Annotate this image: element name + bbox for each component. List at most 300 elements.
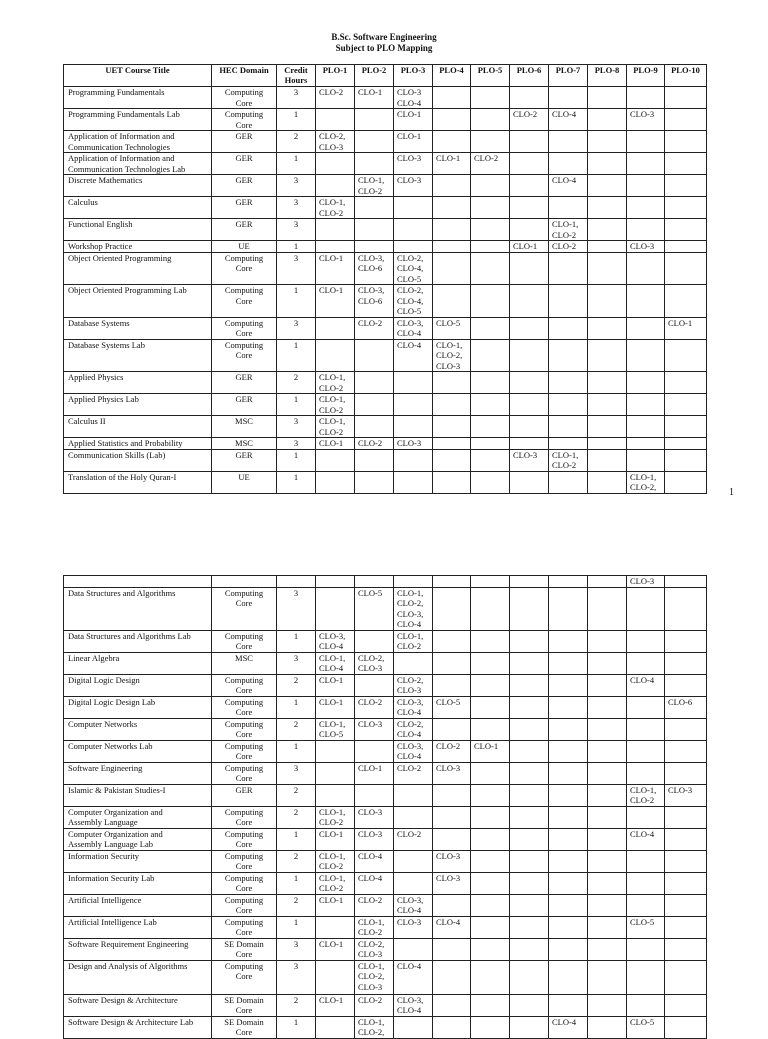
cell-hec-domain: Computing Core [212,718,277,740]
cell-plo-9 [627,175,665,197]
cell-plo-1: CLO-1, CLO-2 [316,197,355,219]
cell-course-title: Translation of the Holy Quran-I [64,471,212,493]
cell-credit-hours: 1 [277,471,316,493]
cell-plo-4 [433,1016,471,1038]
cell-plo-5 [471,828,510,850]
cell-plo-8 [588,339,627,372]
table-row [64,674,707,696]
cell-credit-hours: 2 [277,806,316,828]
cell-plo-8 [588,153,627,175]
cell-plo-9 [627,740,665,762]
cell-plo-10 [665,806,707,828]
cell-plo-7: CLO-4 [549,175,588,197]
cell-plo-3: CLO-3, CLO-4 [394,994,433,1016]
cell-plo-5 [471,630,510,652]
cell-plo-5 [471,471,510,493]
cell-plo-6 [510,894,549,916]
cell-course-title: Database Systems [64,317,212,339]
cell-credit-hours: 3 [277,587,316,630]
cell-plo-6 [510,828,549,850]
cell-plo-5 [471,850,510,872]
cell-plo-10: CLO-3 [665,784,707,806]
cell-plo-10 [665,197,707,219]
cell-plo-1 [316,339,355,372]
cell-plo-4 [433,241,471,253]
cell-plo-4 [433,630,471,652]
cell-course-title: Digital Logic Design [64,674,212,696]
cell-plo-5 [471,1016,510,1038]
table-row [64,219,707,241]
cell-plo-3 [394,850,433,872]
cell-plo-3: CLO-3 [394,916,433,938]
cell-plo-7 [549,960,588,994]
cell-course-title: Functional English [64,219,212,241]
cell-plo-6 [510,784,549,806]
table-row [64,372,707,394]
table-row [64,762,707,784]
cell-course-title: Object Oriented Programming Lab [64,285,212,318]
cell-plo-4 [433,674,471,696]
cell-plo-6 [510,153,549,175]
cell-plo-4: CLO-2 [433,740,471,762]
cell-credit-hours: 3 [277,960,316,994]
table-row [64,828,707,850]
cell-plo-8 [588,109,627,131]
table-row [64,416,707,438]
cell-plo-7 [549,994,588,1016]
table-row [64,197,707,219]
cell-plo-4: CLO-3 [433,850,471,872]
cell-course-title: Islamic & Pakistan Studies-I [64,784,212,806]
cell-plo-2: CLO-3 [355,828,394,850]
cell-plo-1 [316,109,355,131]
cell-hec-domain: Computing Core [212,87,277,109]
cell-hec-domain: Computing Core [212,339,277,372]
cell-plo-1: CLO-1, CLO-2 [316,850,355,872]
cell-course-title: Linear Algebra [64,652,212,674]
cell-credit-hours [277,576,316,588]
table-row [64,471,707,493]
cell-plo-7 [549,576,588,588]
cell-hec-domain: Computing Core [212,109,277,131]
cell-plo-1: CLO-1, CLO-2 [316,394,355,416]
cell-plo-6 [510,197,549,219]
cell-plo-6 [510,718,549,740]
cell-plo-8 [588,630,627,652]
cell-plo-1 [316,241,355,253]
cell-plo-9 [627,153,665,175]
cell-plo-4 [433,372,471,394]
cell-plo-8 [588,850,627,872]
table-row [64,872,707,894]
cell-plo-3 [394,576,433,588]
cell-plo-10 [665,219,707,241]
cell-plo-8 [588,285,627,318]
cell-plo-1 [316,740,355,762]
cell-plo-3: CLO-3, CLO-4 [394,696,433,718]
cell-plo-5: CLO-1 [471,740,510,762]
cell-plo-1 [316,153,355,175]
cell-plo-4 [433,438,471,450]
cell-plo-9 [627,339,665,372]
cell-plo-5 [471,252,510,285]
cell-course-title: Application of Information and Communication Technologies Lab [64,153,212,175]
cell-plo-9 [627,416,665,438]
cell-plo-10 [665,285,707,318]
cell-credit-hours: 1 [277,241,316,253]
cell-plo-3: CLO-3, CLO-4 [394,740,433,762]
cell-plo-9 [627,630,665,652]
cell-course-title: Software Design & Architecture [64,994,212,1016]
cell-plo-1: CLO-1 [316,285,355,318]
cell-plo-4: CLO-4 [433,916,471,938]
cell-plo-4 [433,285,471,318]
cell-plo-5 [471,175,510,197]
cell-plo-5 [471,960,510,994]
cell-credit-hours: 3 [277,252,316,285]
header-hec-domain: HEC Domain [212,65,277,87]
table-row [64,153,707,175]
cell-credit-hours: 3 [277,938,316,960]
cell-course-title: Computer Networks [64,718,212,740]
cell-hec-domain: MSC [212,652,277,674]
cell-plo-2: CLO-2 [355,696,394,718]
header-plo-3: PLO-3 [394,65,433,87]
cell-plo-3: CLO-1 [394,131,433,153]
cell-plo-9: CLO-3 [627,576,665,588]
cell-plo-7: CLO-4 [549,109,588,131]
cell-plo-9 [627,718,665,740]
cell-course-title: Applied Physics Lab [64,394,212,416]
cell-course-title: Calculus [64,197,212,219]
page-number: 1 [729,487,734,498]
cell-plo-4 [433,197,471,219]
cell-plo-3: CLO-2, CLO-4, CLO-5 [394,285,433,318]
cell-plo-2 [355,394,394,416]
table-row [64,317,707,339]
cell-plo-10 [665,587,707,630]
cell-plo-7 [549,784,588,806]
cell-plo-10: CLO-6 [665,696,707,718]
cell-plo-9: CLO-4 [627,828,665,850]
cell-plo-10: CLO-1 [665,317,707,339]
cell-plo-5 [471,762,510,784]
cell-plo-6 [510,372,549,394]
cell-plo-8 [588,241,627,253]
cell-plo-2: CLO-2, CLO-3 [355,652,394,674]
cell-plo-9 [627,438,665,450]
cell-hec-domain: MSC [212,438,277,450]
cell-plo-3: CLO-3 [394,175,433,197]
cell-plo-4 [433,219,471,241]
cell-plo-6 [510,285,549,318]
cell-plo-7 [549,718,588,740]
cell-plo-6 [510,630,549,652]
cell-course-title: Computer Organization and Assembly Language Lab [64,828,212,850]
cell-plo-2: CLO-3, CLO-6 [355,252,394,285]
cell-plo-1 [316,762,355,784]
cell-plo-7 [549,828,588,850]
cell-course-title: Software Requirement Engineering [64,938,212,960]
cell-plo-7 [549,416,588,438]
cell-plo-7 [549,806,588,828]
cell-credit-hours: 3 [277,175,316,197]
cell-course-title: Calculus II [64,416,212,438]
cell-hec-domain: UE [212,241,277,253]
cell-credit-hours: 2 [277,372,316,394]
cell-plo-2: CLO-3, CLO-6 [355,285,394,318]
cell-credit-hours: 2 [277,718,316,740]
cell-plo-2 [355,372,394,394]
cell-plo-6 [510,762,549,784]
cell-plo-6 [510,219,549,241]
cell-hec-domain [212,576,277,588]
cell-plo-4 [433,894,471,916]
cell-course-title: Object Oriented Programming [64,252,212,285]
cell-plo-4: CLO-5 [433,317,471,339]
cell-plo-2: CLO-1 [355,87,394,109]
cell-hec-domain: UE [212,471,277,493]
cell-plo-6 [510,994,549,1016]
cell-plo-8 [588,219,627,241]
cell-credit-hours: 3 [277,652,316,674]
cell-plo-8 [588,449,627,471]
document-subtitle: Subject to PLO Mapping [335,43,433,53]
cell-plo-2: CLO-4 [355,850,394,872]
cell-plo-3 [394,652,433,674]
cell-plo-8 [588,587,627,630]
cell-plo-8 [588,576,627,588]
header-plo-4: PLO-4 [433,65,471,87]
cell-plo-1 [316,317,355,339]
cell-plo-2 [355,674,394,696]
cell-plo-5 [471,241,510,253]
table-row [64,394,707,416]
table-row [64,175,707,197]
table-row [64,916,707,938]
cell-plo-5 [471,109,510,131]
cell-plo-7 [549,131,588,153]
cell-plo-2 [355,449,394,471]
cell-hec-domain: Computing Core [212,960,277,994]
cell-plo-9 [627,587,665,630]
cell-plo-1: CLO-1 [316,438,355,450]
cell-plo-2 [355,339,394,372]
cell-plo-1: CLO-1 [316,252,355,285]
cell-plo-8 [588,938,627,960]
cell-plo-6: CLO-1 [510,241,549,253]
cell-plo-10 [665,87,707,109]
cell-plo-3: CLO-3 [394,153,433,175]
cell-plo-5 [471,416,510,438]
cell-hec-domain: SE Domain Core [212,1016,277,1038]
cell-course-title [64,576,212,588]
cell-plo-1: CLO-1 [316,674,355,696]
cell-credit-hours: 1 [277,630,316,652]
cell-plo-9 [627,317,665,339]
cell-plo-4 [433,806,471,828]
cell-plo-3 [394,197,433,219]
cell-plo-6 [510,960,549,994]
cell-hec-domain: GER [212,197,277,219]
cell-plo-1 [316,471,355,493]
cell-plo-3: CLO-1 [394,109,433,131]
cell-plo-10 [665,994,707,1016]
cell-plo-10 [665,576,707,588]
cell-plo-10 [665,153,707,175]
cell-plo-9 [627,449,665,471]
cell-course-title: Computer Organization and Assembly Language [64,806,212,828]
cell-plo-1: CLO-2 [316,87,355,109]
table-row [64,339,707,372]
cell-plo-5 [471,285,510,318]
cell-plo-9 [627,806,665,828]
cell-credit-hours: 1 [277,339,316,372]
cell-plo-8 [588,131,627,153]
cell-plo-7 [549,372,588,394]
cell-plo-6 [510,131,549,153]
cell-credit-hours: 2 [277,894,316,916]
cell-plo-7 [549,394,588,416]
cell-plo-3 [394,872,433,894]
cell-plo-8 [588,1016,627,1038]
cell-plo-9: CLO-1, CLO-2 [627,784,665,806]
cell-plo-5 [471,219,510,241]
cell-plo-6 [510,175,549,197]
cell-plo-2: CLO-3 [355,718,394,740]
cell-plo-2: CLO-2 [355,438,394,450]
cell-plo-9: CLO-5 [627,916,665,938]
cell-plo-8 [588,872,627,894]
cell-plo-9 [627,652,665,674]
cell-course-title: Artificial Intelligence [64,894,212,916]
cell-plo-10 [665,718,707,740]
table-row [64,109,707,131]
cell-plo-6 [510,438,549,450]
cell-hec-domain: Computing Core [212,630,277,652]
cell-plo-10 [665,372,707,394]
cell-hec-domain: GER [212,784,277,806]
table-row [64,994,707,1016]
cell-plo-6 [510,696,549,718]
cell-plo-9 [627,960,665,994]
cell-plo-10 [665,762,707,784]
cell-plo-1 [316,449,355,471]
cell-plo-3: CLO-1, CLO-2 [394,630,433,652]
cell-plo-4 [433,652,471,674]
cell-plo-5 [471,696,510,718]
cell-plo-7 [549,438,588,450]
cell-plo-7 [549,197,588,219]
cell-plo-1: CLO-1, CLO-2 [316,806,355,828]
cell-course-title: Information Security Lab [64,872,212,894]
table-row [64,718,707,740]
cell-plo-5 [471,718,510,740]
cell-plo-10 [665,175,707,197]
cell-plo-2 [355,576,394,588]
cell-plo-9: CLO-3 [627,109,665,131]
cell-plo-1: CLO-1 [316,828,355,850]
cell-plo-2: CLO-4 [355,872,394,894]
cell-plo-2 [355,109,394,131]
cell-plo-3 [394,806,433,828]
cell-plo-6 [510,576,549,588]
cell-course-title: Design and Analysis of Algorithms [64,960,212,994]
cell-plo-2: CLO-2 [355,994,394,1016]
cell-plo-3: CLO-3 CLO-4 [394,87,433,109]
cell-plo-5 [471,449,510,471]
cell-plo-1 [316,916,355,938]
cell-plo-9: CLO-3 [627,241,665,253]
cell-plo-2 [355,416,394,438]
cell-plo-8 [588,994,627,1016]
cell-plo-7 [549,696,588,718]
header-plo-8: PLO-8 [588,65,627,87]
cell-plo-4 [433,938,471,960]
cell-plo-1 [316,587,355,630]
table-row [64,587,707,630]
cell-plo-10 [665,850,707,872]
cell-plo-2 [355,740,394,762]
cell-plo-5 [471,806,510,828]
cell-plo-4 [433,131,471,153]
table-row [64,131,707,153]
table-row [64,285,707,318]
cell-credit-hours: 2 [277,131,316,153]
cell-credit-hours: 1 [277,916,316,938]
cell-plo-5: CLO-2 [471,153,510,175]
cell-credit-hours: 2 [277,674,316,696]
cell-plo-7 [549,630,588,652]
cell-plo-1: CLO-1 [316,938,355,960]
cell-plo-1 [316,960,355,994]
header-plo-10: PLO-10 [665,65,707,87]
cell-hec-domain: Computing Core [212,587,277,630]
cell-plo-3: CLO-2, CLO-4 [394,718,433,740]
cell-plo-9 [627,372,665,394]
table-row [64,87,707,109]
cell-plo-6 [510,87,549,109]
cell-plo-5 [471,87,510,109]
cell-plo-3: CLO-3, CLO-4 [394,317,433,339]
cell-hec-domain: Computing Core [212,740,277,762]
cell-plo-9 [627,197,665,219]
cell-plo-10 [665,740,707,762]
cell-plo-8 [588,197,627,219]
cell-hec-domain: Computing Core [212,285,277,318]
cell-plo-7 [549,740,588,762]
cell-plo-10 [665,339,707,372]
cell-plo-2: CLO-2 [355,317,394,339]
cell-credit-hours: 1 [277,872,316,894]
cell-plo-7: CLO-2 [549,241,588,253]
cell-hec-domain: GER [212,372,277,394]
cell-plo-7: CLO-4 [549,1016,588,1038]
cell-credit-hours: 1 [277,696,316,718]
cell-plo-6 [510,394,549,416]
cell-plo-9: CLO-5 [627,1016,665,1038]
cell-plo-3: CLO-2, CLO-3 [394,674,433,696]
cell-plo-10 [665,872,707,894]
cell-credit-hours: 3 [277,219,316,241]
cell-plo-2: CLO-1, CLO-2, [355,1016,394,1038]
cell-plo-7 [549,587,588,630]
cell-course-title: Applied Physics [64,372,212,394]
cell-plo-3: CLO-4 [394,960,433,994]
cell-plo-6 [510,339,549,372]
cell-plo-8 [588,87,627,109]
cell-plo-7 [549,872,588,894]
